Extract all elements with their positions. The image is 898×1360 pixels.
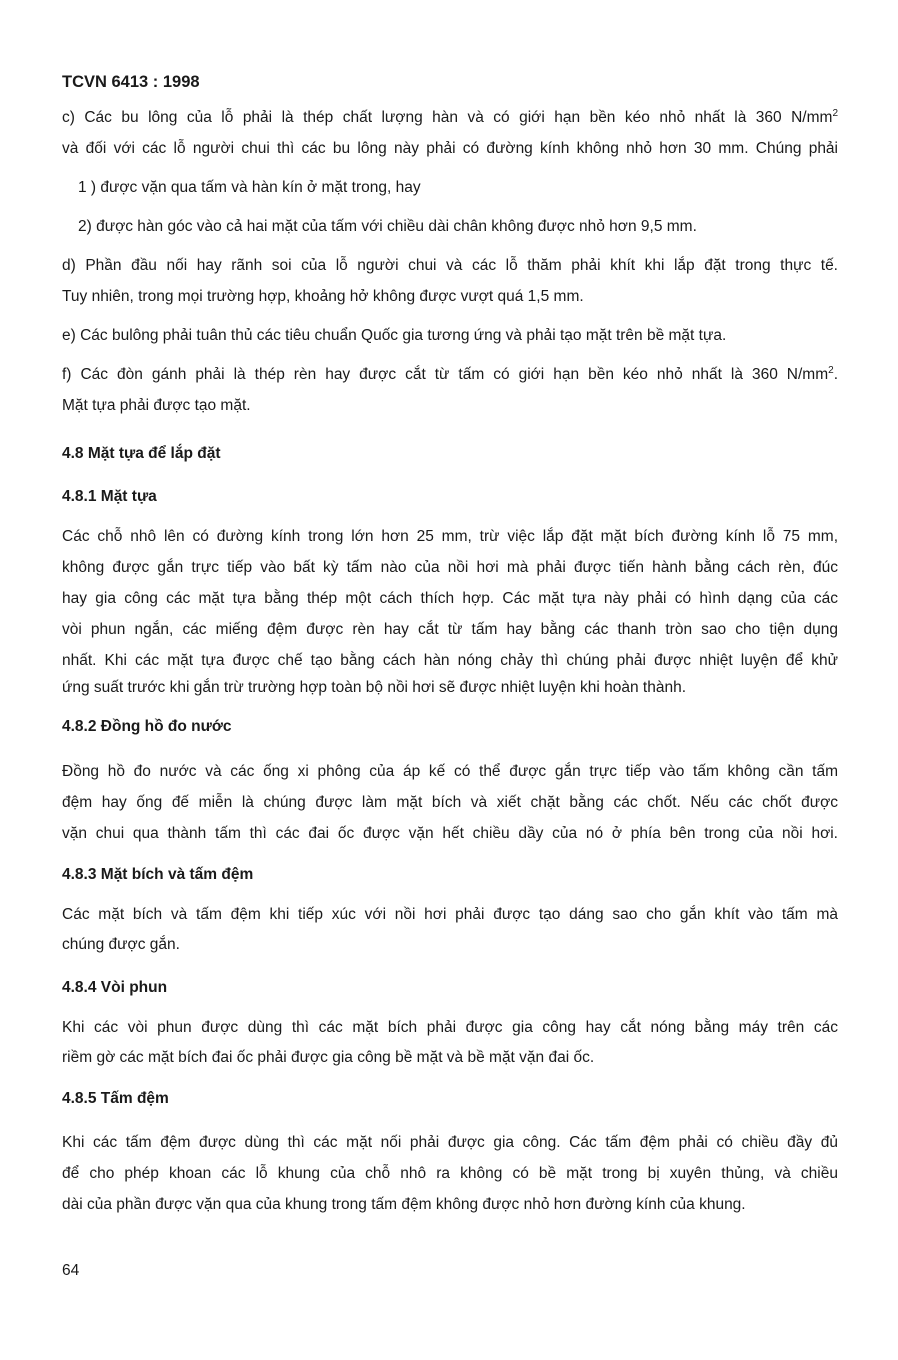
item-c-line-1: c) Các bu lông của lỗ phải là thép chất lượng hàn và có giới hạn bền kéo nhỏ nhất là 360 $N/mm^2$ — [62, 107, 838, 126]
item-f-line-2: Mặt tựa phải được tạo mặt. — [62, 397, 251, 414]
heading-4-8-2: 4.8.2 Đồng hồ đo nước — [62, 718, 232, 735]
item-f-line-1: f) Các đòn gánh phải là thép rèn hay được cắt từ tấm có giới hạn bền kéo nhỏ nhất là 360 $N/mm^2$. — [62, 364, 838, 383]
heading-4-8-1: 4.8.1 Mặt tựa — [62, 488, 157, 505]
para-4-8-1-line: Các chỗ nhô lên có đường kính trong lớn hơn 25 mm, trừ việc lắp đặt mặt bích đường kính lỗ 75 mm, — [62, 528, 838, 545]
para-4-8-4-line: Khi các vòi phun được dùng thì các mặt bích phải được gia công hay cắt nóng bằng máy trên các — [62, 1019, 838, 1036]
item-d-line-2: Tuy nhiên, trong mọi trường hợp, khoảng hở không được vượt quá 1,5 mm. — [62, 288, 584, 305]
para-4-8-3-line: chúng được gắn. — [62, 936, 180, 953]
item-c-sub-2: 2) được hàn góc vào cả hai mặt của tấm với chiều dài chân không được nhỏ hơn 9,5 mm. — [78, 218, 697, 235]
para-4-8-5-line: Khi các tấm đệm được dùng thì các mặt nối phải được gia công. Các tấm đệm phải có chiều đầy đủ — [62, 1134, 838, 1151]
item-d-line-1: d) Phần đầu nối hay rãnh soi của lỗ người chui và các lỗ thăm phải khít khi lắp đặt trong thực tế. — [62, 257, 838, 274]
heading-4-8-5: 4.8.5 Tấm đệm — [62, 1090, 169, 1107]
page-number: 64 — [62, 1262, 80, 1279]
para-4-8-1-line: nhất. Khi các mặt tựa được chế tạo bằng cách hàn nóng chảy thì chúng phải được nhiệt luyện để khử — [62, 652, 838, 669]
heading-4-8-3: 4.8.3 Mặt bích và tấm đệm — [62, 866, 254, 883]
standard-header: TCVN 6413 : 1998 — [62, 73, 200, 91]
para-4-8-2-line: vặn chui qua thành tấm thì các đai ốc được vặn hết chiều dầy của nó ở phía bên trong của nồi hơi. — [62, 825, 838, 842]
para-4-8-1-line: hay gia công các mặt tựa bằng thép một cách thích hợp. Các mặt tựa này phải có hình dạng của các — [62, 590, 838, 607]
heading-4-8: 4.8 Mặt tựa để lắp đặt — [62, 445, 221, 462]
para-4-8-5-line: để cho phép khoan các lỗ khung của chỗ nhô ra không có bề mặt trong bị xuyên thủng, và chiều — [62, 1165, 838, 1182]
para-4-8-4-line: riềm gờ các mặt bích đai ốc phải được gia công bề mặt và bề mặt vặn đai ốc. — [62, 1049, 595, 1066]
para-4-8-3-line: Các mặt bích và tấm đệm khi tiếp xúc với nồi hơi phải được tạo dáng sao cho gắn khít vào tấm mà — [62, 906, 838, 923]
para-4-8-1-line: không được gắn trực tiếp vào bất kỳ tấm nào của nồi hơi mà phải được tiến hành bằng cách rèn, đúc — [62, 559, 838, 576]
para-4-8-1-line: vòi phun ngắn, các miếng đệm được rèn hay cắt từ tấm hay bằng các thanh tròn sao cho tiện dụng — [62, 621, 838, 638]
para-4-8-2-line: Đồng hồ đo nước và các ống xi phông của áp kế có thể được gắn trực tiếp vào tấm không cần tấm — [62, 763, 838, 780]
heading-4-8-4: 4.8.4 Vòi phun — [62, 979, 168, 996]
item-c-sub-1: 1 ) được vặn qua tấm và hàn kín ở mặt trong, hay — [78, 179, 421, 196]
para-4-8-1-line: ứng suất trước khi gắn trừ trường hợp toàn bộ nồi hơi sẽ được nhiệt luyện khi hoàn thành. — [62, 679, 687, 696]
item-c-line-2: và đối với các lỗ người chui thì các bu lông này phải có đường kính không nhỏ hơn 30 mm. Chúng phải — [62, 140, 838, 157]
item-e: e) Các bulông phải tuân thủ các tiêu chuẩn Quốc gia tương ứng và phải tạo mặt trên bề mặt tựa. — [62, 327, 727, 344]
para-4-8-5-line: dài của phần được vặn qua của khung trong tấm đệm không được nhỏ hơn đường kính của khung. — [62, 1196, 746, 1213]
para-4-8-2-line: đệm hay ống đế miễn là chúng được làm mặt bích và xiết chặt bằng các chốt. Nếu các chốt được — [62, 794, 838, 811]
